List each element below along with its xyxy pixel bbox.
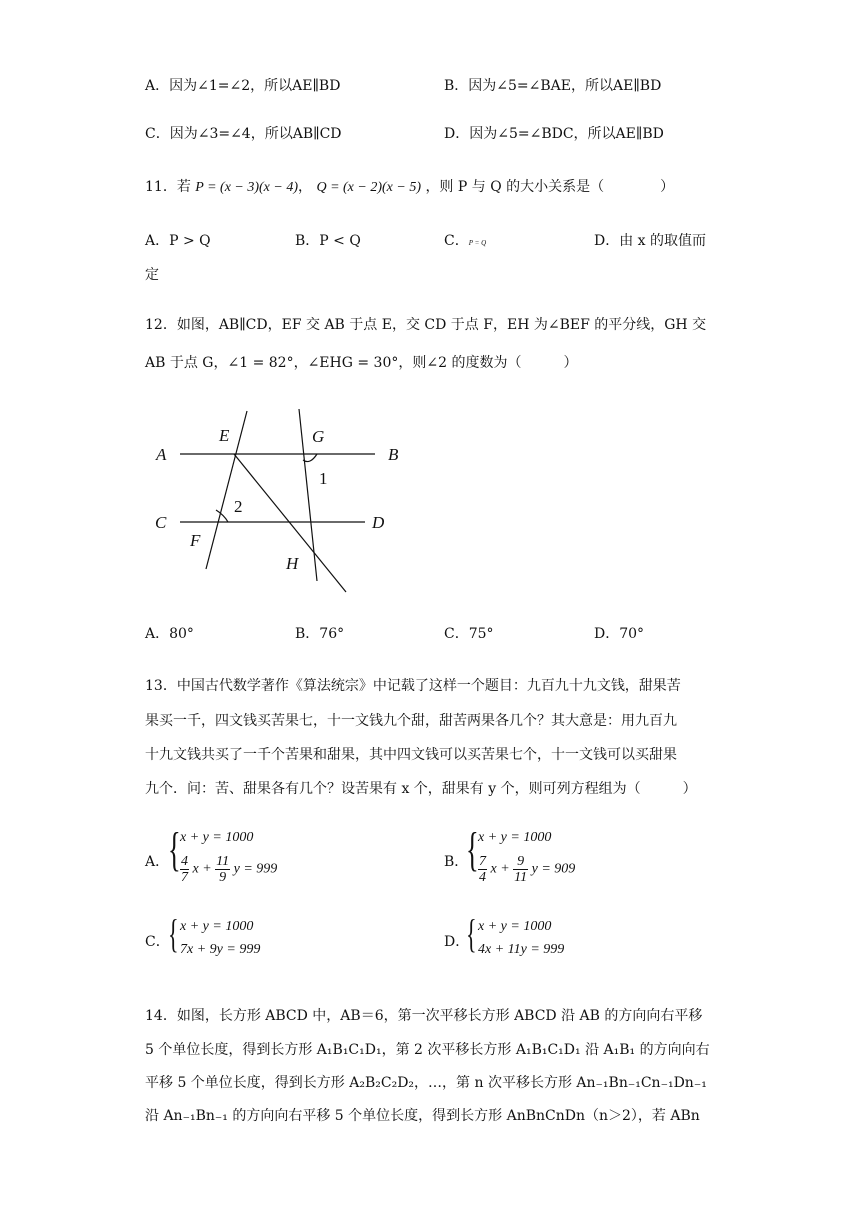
q14-stem-line3: 平移 5 个单位长度，得到长方形 A₂B₂C₂D₂，…，第 n 次平移长方形 An₋₁Bn₋₁Cn₋₁Dn₋₁ [145, 1075, 707, 1091]
label-e: E [219, 426, 230, 445]
q11-option-c [444, 231, 486, 253]
q14-stem-line2: 5 个单位长度，得到长方形 A₁B₁C₁D₁，第 2 次平移长方形 A₁B₁C₁D₁ 沿 A₁B₁ 的方向向右 [145, 1042, 710, 1058]
q13-option-c-label: C． [145, 934, 170, 950]
q13-option-d-eq1: x + y = 1000 [478, 919, 552, 934]
q13-option-b-label: B． [444, 854, 469, 870]
q13-stem-line1: 13．中国古代数学著作《算法统宗》中记载了这样一个题目：九百九十九文钱，甜果苦 [145, 678, 681, 694]
q13-option-a-frac1 [180, 854, 189, 885]
q11-q-expression: Q = (x − 2)(x − 5) [316, 180, 421, 195]
q13-stem-line2: 果买一千，四文钱买苦果七，十一文钱九个甜，甜苦两果各几个？其大意是：用九百九 [145, 713, 677, 729]
q10-option-d: D．因为∠5=∠BDC，所以AE∥BD [444, 126, 664, 142]
q11-option-d: D．由 x 的取值而 [594, 233, 707, 249]
label-b: B [388, 445, 399, 464]
frac-denominator: 11 [514, 870, 528, 885]
frac-numerator: 4 [181, 854, 188, 869]
q11-stem-suffix: ，则 P 与 Q 的大小关系是（ ） [425, 179, 675, 195]
q12-option-a: A．80° [145, 626, 194, 642]
angle-1-arc [303, 454, 317, 462]
q13-option-b-brace: { [466, 823, 479, 876]
q13-option-b-frac2 [513, 854, 528, 885]
frac-numerator: 7 [479, 854, 486, 869]
angle-2-arc [216, 510, 228, 522]
q14-stem-line4: 沿 An₋₁Bn₋₁ 的方向向右平移 5 个单位长度，得到长方形 AnBnCnDn（n＞2），若 ABn [145, 1108, 700, 1124]
q11-option-b: B．P < Q [295, 233, 361, 249]
q10-option-a: A．因为∠1=∠2，所以AE∥BD [145, 78, 341, 94]
q13-option-d-label: D． [444, 934, 470, 950]
q12-option-b: B．76° [295, 626, 345, 642]
q11-option-c-label: C． [444, 233, 469, 249]
q11-separator: ， [298, 179, 312, 195]
q13-option-a-label: A． [145, 854, 170, 870]
q11-stem-prefix: 11．若 [145, 179, 191, 195]
q13-option-a-mid: x + [192, 861, 212, 877]
q13-option-a-eq2 [180, 854, 277, 885]
q13-option-a-frac2 [215, 854, 230, 885]
q13-option-b-frac1 [478, 854, 487, 885]
q13-option-b-eq1: x + y = 1000 [478, 830, 552, 845]
q13-option-d-brace: { [466, 911, 477, 956]
frac-numerator: 9 [513, 854, 528, 870]
label-c: C [155, 513, 167, 532]
q13-option-a-brace: { [168, 823, 181, 876]
label-h: H [286, 554, 299, 573]
q13-option-d-eq2: 4x + 11y = 999 [478, 942, 565, 957]
frac-denominator: 9 [219, 870, 227, 885]
label-angle-1: 1 [319, 469, 328, 488]
q13-option-a-end: y = 999 [233, 861, 278, 877]
label-f: F [190, 531, 201, 550]
q12-stem-line1: 12．如图，AB∥CD，EF 交 AB 于点 E，交 CD 于点 F，EH 为∠BEF 的平分线，GH 交 [145, 317, 707, 333]
q12-option-c: C．75° [444, 626, 494, 642]
q11-option-d-continued: 定 [145, 267, 159, 283]
label-angle-2: 2 [234, 497, 243, 516]
q13-stem-line3: 十九文钱共买了一千个苦果和甜果，其中四文钱可以买苦果七个，十一文钱可以买甜果 [145, 747, 677, 763]
q13-stem-line4: 九个．问：苦、甜果各有几个？设苦果有 x 个，甜果有 y 个，则可列方程组为（ ） [145, 781, 697, 797]
label-g: G [312, 427, 325, 446]
label-d: D [372, 513, 385, 532]
q11-p-expression: P = (x − 3)(x − 4) [195, 180, 298, 195]
frac-denominator: 4 [479, 870, 486, 885]
q13-option-b-eq2 [478, 854, 575, 885]
frac-numerator: 11 [216, 854, 230, 869]
label-a: A [156, 445, 167, 464]
q11-option-a: A．P > Q [145, 233, 211, 249]
q12-option-d: D．70° [594, 626, 645, 642]
q14-stem-line1: 14．如图，长方形 ABCD 中，AB＝6，第一次平移长方形 ABCD 沿 AB 的方向向右平移 [145, 1008, 703, 1024]
q12-stem-line2: AB 于点 G，∠1 = 82°，∠EHG = 30°，则∠2 的度数为（ ） [145, 355, 578, 371]
q10-option-c: C．因为∠3=∠4，所以AB∥CD [145, 126, 342, 142]
q13-option-c-eq2: 7x + 9y = 999 [180, 942, 261, 957]
frac-denominator: 7 [181, 870, 188, 885]
q12-figure [150, 405, 420, 595]
q11-stem [145, 177, 674, 198]
q13-option-a-eq1: x + y = 1000 [180, 830, 254, 845]
q13-option-b-end: y = 909 [531, 861, 576, 877]
q13-option-c-eq1: x + y = 1000 [180, 919, 254, 934]
q13-option-b-mid: x + [490, 861, 510, 877]
q13-option-c-brace: { [168, 911, 179, 956]
q11-option-c-expression: P = Q [468, 239, 487, 247]
q10-option-b: B．因为∠5=∠BAE，所以AE∥BD [444, 78, 662, 94]
